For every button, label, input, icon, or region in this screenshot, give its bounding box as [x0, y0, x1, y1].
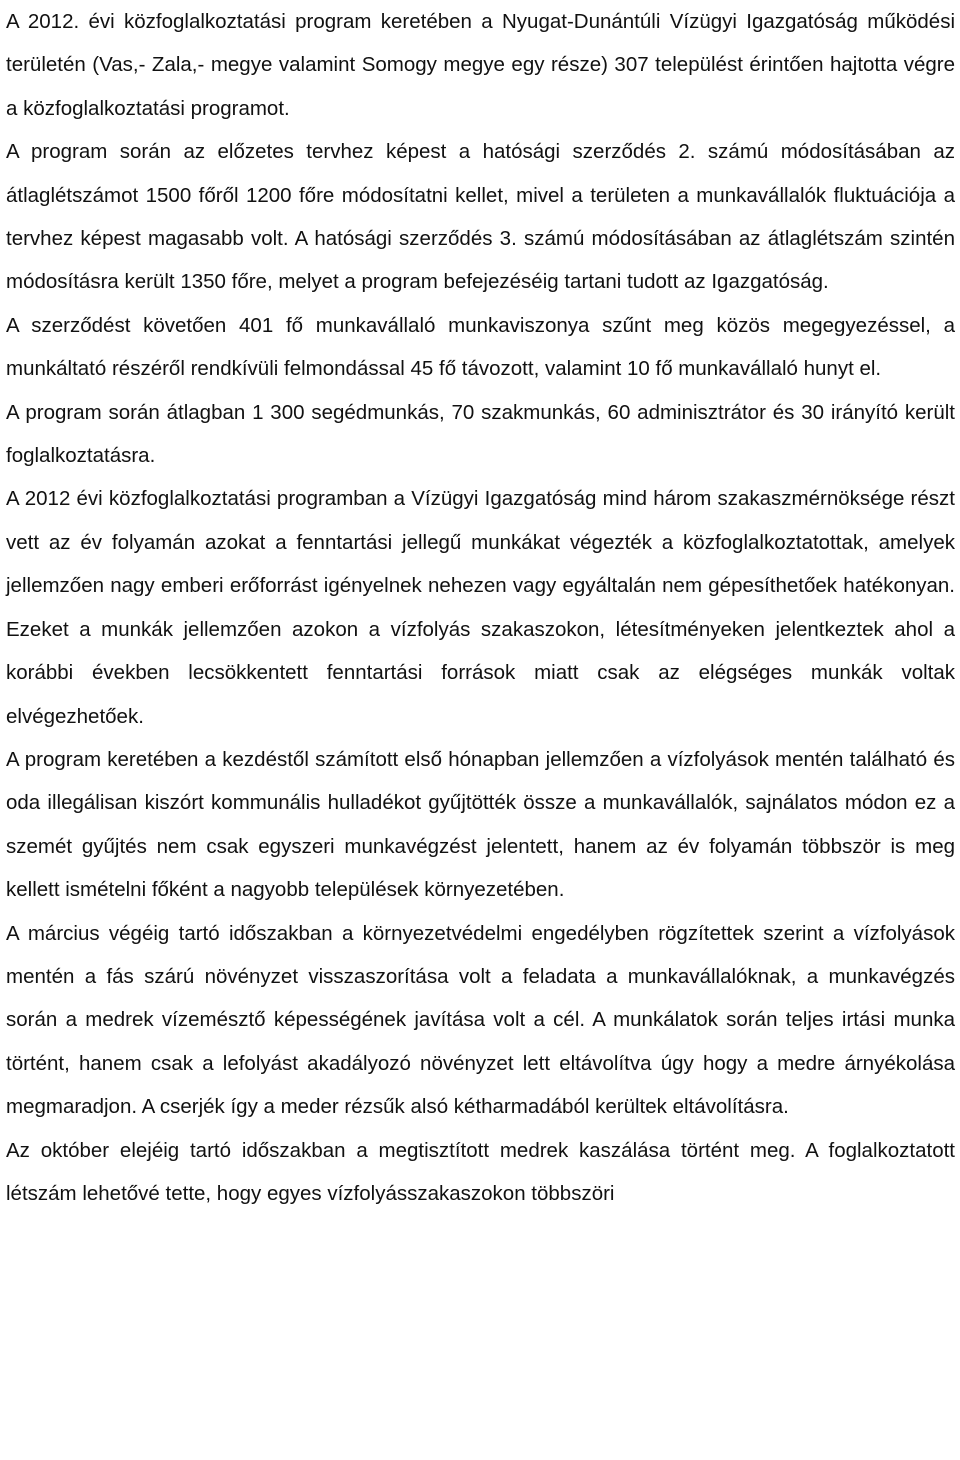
paragraph-program-overview: A 2012. évi közfoglalkoztatási program keretében a Nyugat-Dunántúli Vízügyi Igazgatóság működési területén (Vas,- Zala,- megye valamint Somogy megye egy része) 307 települést érintően hajtotta végre a közfoglalkoztatási programot. — [6, 10, 955, 120]
paragraph-headcount-modifications: A program során az előzetes tervhez képest a hatósági szerződés 2. számú módosításában az átlaglétszámot 1500 főről 1200 főre módosítatni kellet, mivel a területen a munkavállalók fluktuációja a tervhez képest magasabb volt. A hatósági szerződés 3. számú módosításában az átlaglétszám szintén módosításra került 1350 főre, melyet a program befejezéséig tartani tudott az Igazgatóság. — [6, 140, 955, 294]
document-page — [6, 0, 955, 1215]
paragraph-employment-terminations: A szerződést követően 401 fő munkavállaló munkaviszonya szűnt meg közös megegyezéssel, a munkáltató részéről rendkívüli felmondással 45 fő távozott, valamint 10 fő munkavállaló hunyt el. — [6, 313, 955, 381]
paragraph-maintenance-work: A 2012 évi közfoglalkoztatási programban a Vízügyi Igazgatóság mind három szakaszmérnöksége részt vett az év folyamán azokat a fenntartási jellegű munkákat végezték a közfoglalkoztatottak, amelyek jellemzően nagy emberi erőforrást igényelnek nehezen vagy egyáltalán nem gépesíthetőek hatékonyan. Ezeket a munkák jellemzően azokon a vízfolyás szakaszokon, létesítményeken jelentkeztek ahol a korábbi években lecsökkentett fenntartási források miatt csak az elégséges munkák voltak elvégezhetőek. — [6, 487, 955, 728]
paragraph-workforce-composition: A program során átlagban 1 300 segédmunkás, 70 szakmunkás, 60 adminisztrátor és 30 irányító került foglalkoztatásra. — [6, 400, 955, 468]
paragraph-vegetation-clearing: A március végéig tartó időszakban a környezetvédelmi engedélyben rögzítettek szerint a vízfolyások mentén a fás szárú növényzet visszaszorítása volt a feladata a munkavállalóknak, a munkavégzés során a medrek vízemésztő képességének javítása volt a cél. A munkálatok során teljes irtási munka történt, hanem csak a lefolyást akadályozó növényzet lett eltávolítva úgy hogy a medre árnyékolása megmaradjon. A cserjék így a meder rézsűk alsó kétharmadából kerültek eltávolításra. — [6, 921, 955, 1119]
paragraph-mowing: Az október elejéig tartó időszakban a megtisztított medrek kaszálása történt meg. A foglalkoztatott létszám lehetővé tette, hogy egyes vízfolyásszakaszokon többszöri — [6, 1138, 955, 1205]
paragraph-waste-collection: A program keretében a kezdéstől számított első hónapban jellemzően a vízfolyások mentén található és oda illegálisan kiszórt kommunális hulladékot gyűjtötték össze a munkavállalók, sajnálatos módon ez a szemét gyűjtés nem csak egyszeri munkavégzést jelentett, hanem az év folyamán többször is meg kellett ismételni főként a nagyobb települések környezetében. — [6, 747, 955, 902]
